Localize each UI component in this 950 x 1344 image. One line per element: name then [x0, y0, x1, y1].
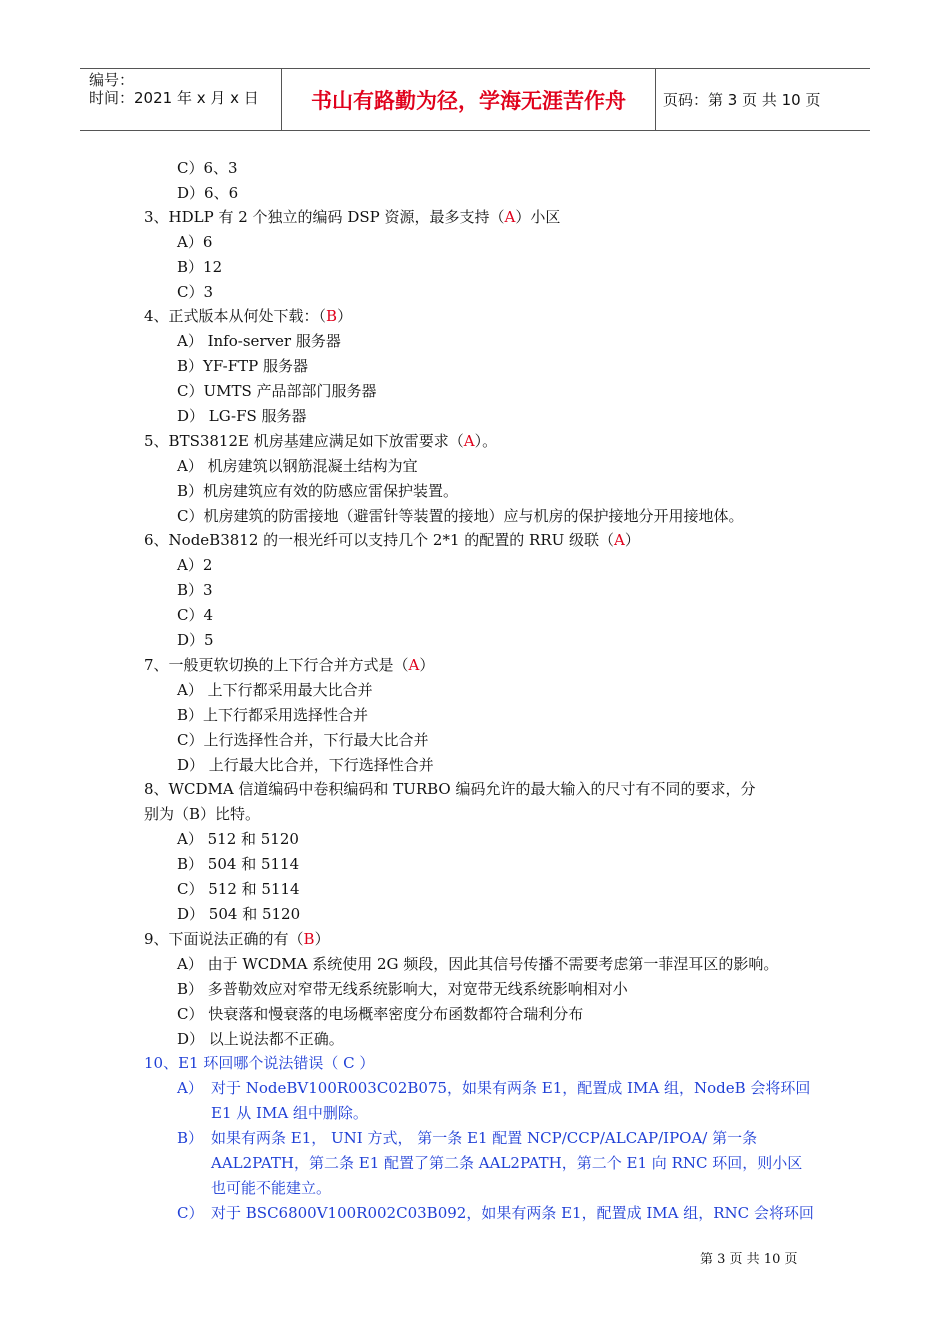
number-label: 编号：: [89, 71, 135, 89]
question-line: 别为（B）比特。: [144, 805, 261, 823]
answer-mark: B: [326, 307, 338, 325]
option-text: AAL2PATH，第二条 E1 配置了第二条 AAL2PATH，第二个 E1 向 RNC 环回，则小区: [211, 1154, 803, 1172]
option-line: C）4: [177, 606, 214, 624]
option-line: C）6、3: [177, 159, 238, 177]
option-line: A） 机房建筑以钢筋混凝土结构为宜: [177, 457, 418, 475]
option-line: A） 512 和 5120: [177, 830, 299, 848]
answer-mark: A: [614, 531, 625, 549]
answer-mark: A: [504, 208, 516, 226]
question-line: 7、一般更软切换的上下行合并方式是（A）: [144, 656, 435, 674]
option-line: C）机房建筑的防雷接地（避雷针等装置的接地）应与机房的保护接地分开用接地体。: [177, 507, 744, 525]
question-line: 3、HDLP 有 2 个独立的编码 DSP 资源，最多支持（A）小区: [144, 208, 561, 226]
option-text: E1 从 IMA 组中删除。: [211, 1104, 368, 1122]
option-line: D） 504 和 5120: [177, 905, 301, 923]
page-footer: 第 3 页 共 10 页: [700, 1252, 798, 1267]
option-marker: A）: [177, 1079, 203, 1097]
option-marker: B）: [177, 1129, 204, 1147]
option-line: D） 以上说法都不正确。: [177, 1030, 344, 1048]
option-line: B）12: [177, 258, 223, 276]
page-header: [80, 68, 870, 131]
option-text: 对于 BSC6800V100R002C03B092，如果有两条 E1，配置成 IMA 组，RNC 会将环回: [211, 1204, 814, 1222]
question-line: 5、BTS3812E 机房基建应满足如下放雷要求（A）。: [144, 432, 498, 450]
option-line: B）机房建筑应有效的防感应雷保护装置。: [177, 482, 459, 500]
option-line: D）5: [177, 631, 214, 649]
option-line: A） 由于 WCDMA 系统使用 2G 频段，因此其信号传播不需要考虑第一菲涅耳区的影响。: [177, 955, 779, 973]
option-text: 对于 NodeBV100R003C02B075，如果有两条 E1，配置成 IMA 组，NodeB 会将环回: [211, 1079, 811, 1097]
option-line: B） 504 和 5114: [177, 855, 300, 873]
question-line: 4、正式版本从何处下载：（B）: [144, 307, 353, 325]
question-line: 10、E1 环回哪个说法错误（ C ）: [144, 1054, 375, 1072]
answer-mark: A: [463, 432, 475, 450]
option-marker: C）: [177, 1204, 204, 1222]
option-line: B） 多普勒效应对窄带无线系统影响大，对宽带无线系统影响相对小: [177, 980, 628, 998]
page-indicator: 页码：第 3 页 共 10 页: [663, 91, 821, 109]
question-line: 8、WCDMA 信道编码中卷积编码和 TURBO 编码允许的最大输入的尺寸有不同的要求，分: [144, 780, 756, 798]
option-line: C） 快衰落和慢衰落的电场概率密度分布函数都符合瑞利分布: [177, 1005, 584, 1023]
option-line: A） Info-server 服务器: [177, 332, 341, 350]
answer-mark: A: [408, 656, 420, 674]
answer-mark: B: [303, 930, 315, 948]
option-line: B）YF-FTP 服务器: [177, 357, 309, 375]
option-line: D）6、6: [177, 184, 239, 202]
option-line: C）上行选择性合并，下行最大比合并: [177, 731, 429, 749]
option-line: D） 上行最大比合并，下行选择性合并: [177, 756, 434, 774]
option-line: C） 512 和 5114: [177, 880, 300, 898]
option-line: B）3: [177, 581, 213, 599]
option-line: A）2: [177, 556, 213, 574]
option-line: D） LG-FS 服务器: [177, 407, 307, 425]
option-line: A）6: [177, 233, 213, 251]
question-line: 6、NodeB3812 的一根光纤可以支持几个 2*1 的配置的 RRU 级联（A）: [144, 531, 640, 549]
option-text: 如果有两条 E1， UNI 方式， 第一条 E1 配置 NCP/CCP/ALCAP/IPOA/ 第一条: [211, 1129, 758, 1147]
option-line: C）UMTS 产品部部门服务器: [177, 382, 377, 400]
question-line: 9、下面说法正确的有（B）: [144, 930, 330, 948]
motto: 书山有路勤为径，学海无涯苦作舟: [281, 69, 656, 130]
header-meta: [80, 69, 280, 130]
option-text: 也可能不能建立。: [211, 1179, 332, 1197]
option-line: C）3: [177, 283, 214, 301]
option-line: B）上下行都采用选择性合并: [177, 706, 369, 724]
time-label: 时间：2021 年 x 月 x 日: [89, 89, 259, 107]
option-line: A） 上下行都采用最大比合并: [177, 681, 373, 699]
